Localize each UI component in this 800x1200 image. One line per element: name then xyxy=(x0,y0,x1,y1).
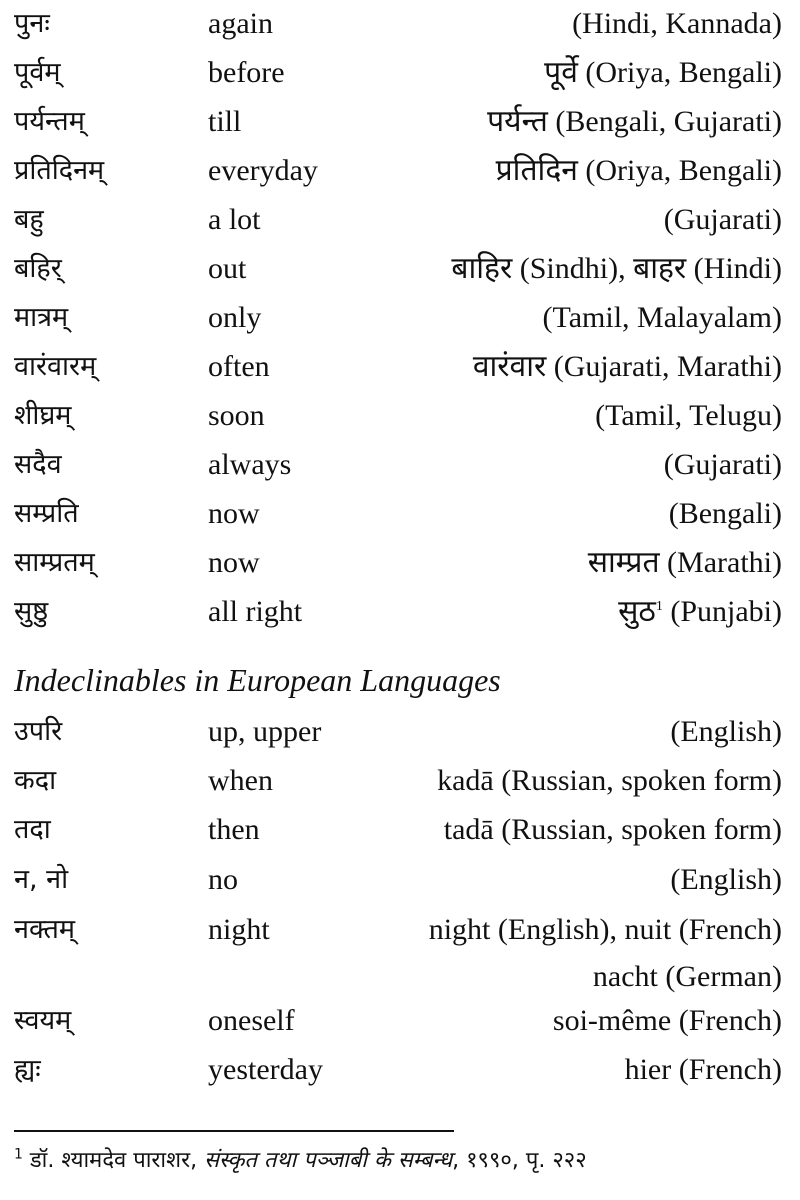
table-row xyxy=(0,806,800,854)
table-row xyxy=(0,245,800,293)
table-row xyxy=(0,98,800,146)
derived-form: tadā (Russian, spoken form) xyxy=(443,813,782,846)
table-row xyxy=(0,757,800,805)
derived-form xyxy=(618,588,782,636)
derived-form: प्रतिदिन (Oriya, Bengali) xyxy=(495,154,782,187)
sanskrit-word: ह्यः xyxy=(14,1054,41,1085)
derived-form: (Tamil, Malayalam) xyxy=(542,301,782,334)
table-row xyxy=(0,906,800,954)
footnote-marker: 1 xyxy=(14,1146,23,1163)
english-meaning: soon xyxy=(208,399,265,432)
derived-form: बाहिर (Sindhi), बाहर (Hindi) xyxy=(451,252,782,285)
english-meaning: night xyxy=(208,913,270,946)
table-row xyxy=(0,49,800,97)
sanskrit-word: वारंवारम् xyxy=(14,351,97,382)
sanskrit-word: पूर्वम् xyxy=(14,57,61,88)
derived-form: night (English), nuit (French) xyxy=(428,913,782,946)
english-meaning: now xyxy=(208,546,260,579)
english-meaning: no xyxy=(208,863,238,896)
sanskrit-word: बहिर् xyxy=(14,253,62,284)
footnote-author: डॉ. श्यामदेव पाराशर, xyxy=(22,1148,205,1173)
sanskrit-word: कदा xyxy=(14,765,57,796)
sanskrit-word: पुनः xyxy=(14,8,50,39)
derived-form: वारंवार (Gujarati, Marathi) xyxy=(472,350,782,383)
table-row xyxy=(0,588,800,636)
sanskrit-word: सुष्ठु xyxy=(14,596,49,627)
derived-form: soi-même (French) xyxy=(552,1004,782,1037)
english-meaning: a lot xyxy=(208,203,261,236)
table-row xyxy=(0,539,800,587)
table-row xyxy=(0,392,800,440)
derived-form: पूर्वे (Oriya, Bengali) xyxy=(544,56,782,89)
table-row xyxy=(0,856,800,904)
table-row xyxy=(0,1046,800,1094)
english-meaning: often xyxy=(208,350,270,383)
english-meaning: always xyxy=(208,448,292,481)
table-row xyxy=(0,147,800,195)
table-row xyxy=(0,196,800,244)
english-meaning: then xyxy=(208,813,260,846)
english-meaning: everyday xyxy=(208,154,318,187)
derived-form-word: सुठ xyxy=(618,595,656,628)
english-meaning: oneself xyxy=(208,1004,295,1037)
english-meaning: when xyxy=(208,764,273,797)
derived-form-language: (Punjabi) xyxy=(662,595,782,628)
derived-form: kadā (Russian, spoken form) xyxy=(437,764,782,797)
footnote-title: संस्कृत तथा पञ्जाबी के सम्बन्ध xyxy=(204,1148,453,1173)
table-row xyxy=(0,708,800,756)
english-meaning: now xyxy=(208,497,260,530)
english-meaning: up, upper xyxy=(208,715,322,748)
table-row xyxy=(0,997,800,1045)
sanskrit-word: स्वयम् xyxy=(14,1005,72,1036)
derived-form: nacht (German) xyxy=(592,960,782,993)
footnote-divider xyxy=(14,1130,454,1132)
english-meaning: before xyxy=(208,56,285,89)
footnote-details: , १९९०, पृ. २२२ xyxy=(452,1148,587,1173)
footnote xyxy=(14,1145,587,1177)
derived-form: (Tamil, Telugu) xyxy=(595,399,782,432)
derived-form: पर्यन्त (Bengali, Gujarati) xyxy=(487,105,782,138)
sanskrit-word: न, नो xyxy=(14,864,69,895)
sanskrit-word: पर्यन्तम् xyxy=(14,106,85,137)
table-row xyxy=(0,294,800,342)
english-meaning: only xyxy=(208,301,262,334)
english-meaning: again xyxy=(208,7,273,40)
derived-form: (Gujarati) xyxy=(663,448,782,481)
table-row xyxy=(0,343,800,391)
english-meaning: yesterday xyxy=(208,1053,323,1086)
sanskrit-word: प्रतिदिनम् xyxy=(14,155,105,186)
derived-form: साम्प्रत (Marathi) xyxy=(587,546,782,579)
sanskrit-word: मात्रम् xyxy=(14,302,69,333)
derived-form: (English) xyxy=(670,715,782,748)
sanskrit-word: नक्तम् xyxy=(14,914,75,945)
table-row xyxy=(0,441,800,489)
sanskrit-word: बहु xyxy=(14,204,44,235)
sanskrit-word: सदैव xyxy=(14,449,62,480)
sanskrit-word: सम्प्रति xyxy=(14,498,79,529)
table-row xyxy=(0,490,800,538)
table-row xyxy=(0,0,800,48)
english-meaning: till xyxy=(208,105,242,138)
english-meaning: out xyxy=(208,252,247,285)
sanskrit-word: उपरि xyxy=(14,716,63,747)
sanskrit-word: साम्प्रतम् xyxy=(14,547,95,578)
table-row xyxy=(0,953,800,1001)
derived-form: (English) xyxy=(670,863,782,896)
sanskrit-word: शीघ्रम् xyxy=(14,400,72,431)
derived-form: (Hindi, Kannada) xyxy=(572,7,782,40)
derived-form: (Gujarati) xyxy=(663,203,782,236)
derived-form: hier (French) xyxy=(624,1053,782,1086)
section-heading: Indeclinables in European Languages xyxy=(14,662,501,698)
sanskrit-word: तदा xyxy=(14,814,51,845)
english-meaning: all right xyxy=(208,595,303,628)
footnote-reference: 1 xyxy=(655,599,663,614)
derived-form: (Bengali) xyxy=(668,497,782,530)
